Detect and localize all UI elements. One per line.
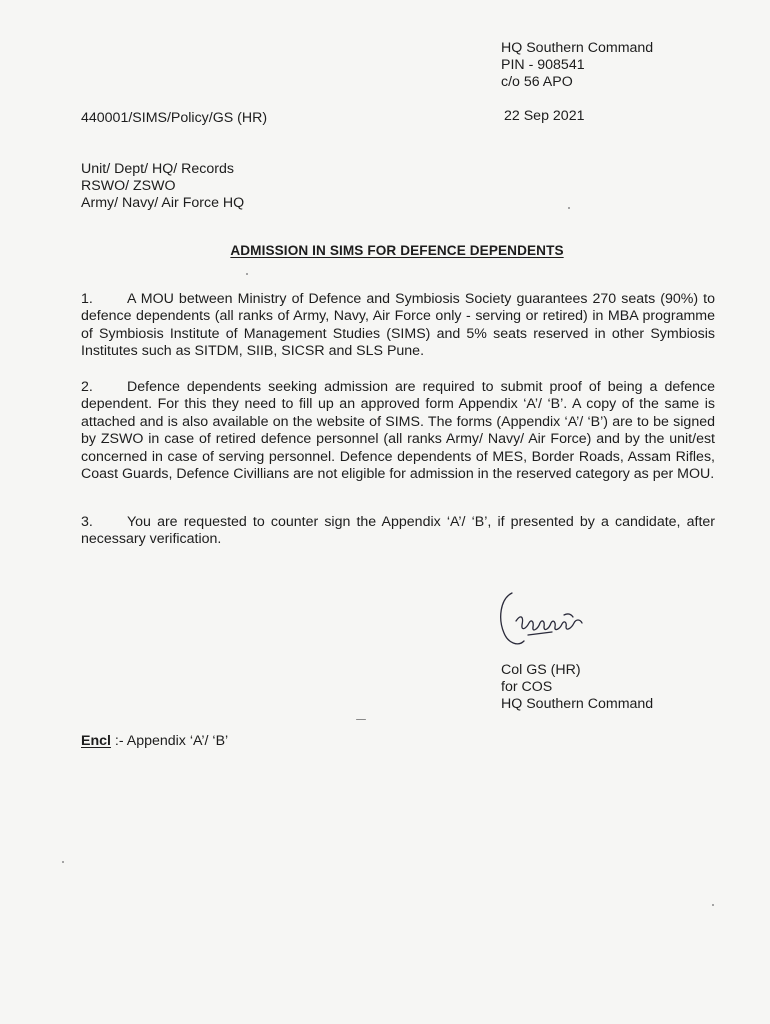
scan-speck — [356, 719, 366, 720]
signoff-line-2: for COS — [501, 679, 553, 695]
handwritten-signature — [494, 585, 594, 655]
letter-date: 22 Sep 2021 — [504, 108, 585, 124]
paragraph-number: 3. — [81, 514, 93, 530]
paragraph-2 — [81, 379, 715, 483]
scan-speck — [568, 207, 570, 209]
paragraph-number: 1. — [81, 291, 93, 307]
paragraph-number: 2. — [81, 379, 93, 395]
sender-address — [501, 40, 653, 91]
paragraph-3 — [81, 514, 715, 549]
enclosure-text: :- Appendix ‘A’/ ‘B’ — [110, 733, 229, 749]
scan-speck — [712, 904, 714, 906]
addressee-block — [81, 161, 244, 212]
paragraph-text: Defence dependents seeking admission are required to submit proof of being a defence dependent. For this they need to fill up an approved form Appendix ‘A’/ ‘B’. A copy of the same is attached and is also available on the website of SIMS. The forms (Appendix ‘A’/ ‘B’) are to be signed by ZSWO in case of retired defence personnel (all ranks Army/ Navy/ Air Force) and by the unit/est concerned in case of serving personnel. Defence dependents of MES, Border Roads, Assam Rifles, Coast Guards, Defence Civillians are not eligible for admission in the reserved category as per MOU. — [81, 379, 715, 483]
enclosure-line — [81, 733, 228, 750]
scan-speck — [62, 861, 64, 863]
subject-heading: ADMISSION IN SIMS FOR DEFENCE DEPENDENTS — [230, 243, 564, 258]
addressee-line-1: Unit/ Dept/ HQ/ Records — [81, 161, 234, 177]
addressee-line-3: Army/ Navy/ Air Force HQ — [81, 195, 245, 211]
reference-number: 440001/SIMS/Policy/GS (HR) — [81, 110, 268, 126]
sender-line-1: HQ Southern Command — [501, 40, 654, 56]
paragraph-1 — [81, 291, 715, 361]
sender-line-3: c/o 56 APO — [501, 74, 573, 90]
signoff-block — [501, 662, 653, 713]
enclosure-label: Encl — [81, 733, 111, 749]
addressee-line-2: RSWO/ ZSWO — [81, 178, 176, 194]
sender-line-2: PIN - 908541 — [501, 57, 585, 73]
paragraph-text: A MOU between Ministry of Defence and Symbiosis Society guarantees 270 seats (90%) to defence dependents (all ranks of Army, Navy, Air Force only - serving or retired) in MBA programme of Symbiosis Institute of Management Studies (SIMS) and 5% seats reserved in other Symbiosis Institutes such as SITDM, SIIB, SICSR and SLS Pune. — [81, 291, 715, 360]
scan-speck — [246, 273, 248, 275]
signoff-line-1: Col GS (HR) — [501, 662, 581, 678]
paragraph-text: You are requested to counter sign the Appendix ‘A’/ ‘B’, if presented by a candidate, after necessary verification. — [81, 514, 715, 548]
signoff-line-3: HQ Southern Command — [501, 696, 654, 712]
